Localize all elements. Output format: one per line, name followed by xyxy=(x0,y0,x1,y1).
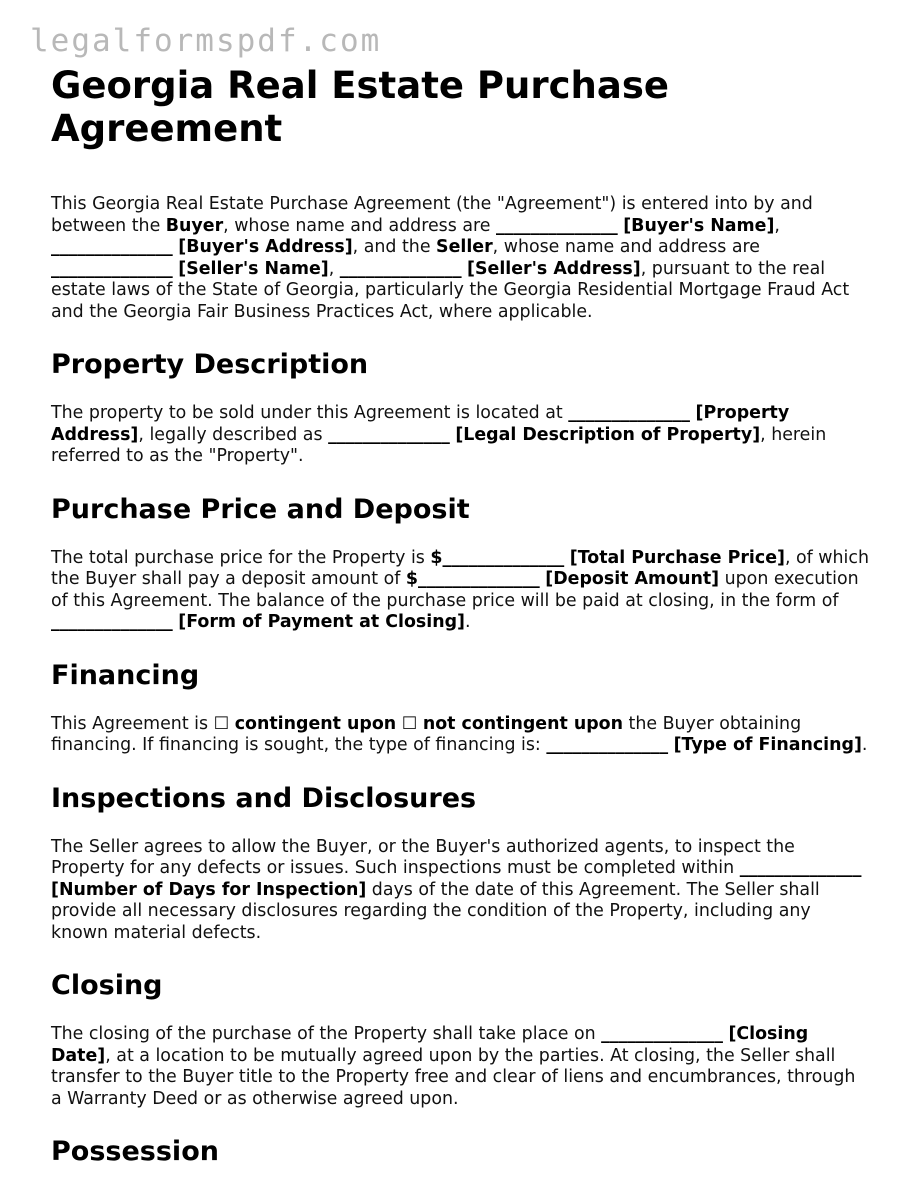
blank-line: ______________ xyxy=(495,215,618,236)
section-heading-price: Purchase Price and Deposit xyxy=(51,493,470,525)
checkbox-icon[interactable]: ☐ xyxy=(213,713,230,734)
intro-paragraph: This Georgia Real Estate Purchase Agreement (the "Agreement") is entered into by and between the Buyer, whose name and address are ______________ [Buyer's Name], ______________ [Buyer's Address], and the Seller, whose name and address are ______________ [Seller's Name], ______________ [Seller's Address], pursuant to the real estate laws of the State of Georgia, particularly the Georgia Residential Mortgage Fraud Act and the Georgia Fair Business Practices Act, where applicable. xyxy=(51,194,850,322)
legal-description-field: [Legal Description of Property] xyxy=(455,424,761,445)
blank-line: ______________ xyxy=(442,547,565,568)
seller-term: Seller xyxy=(436,237,493,257)
closing-paragraph: The closing of the purchase of the Property shall take place on ______________ [Closing Date], at a location to be mutually agreed upon by the parties. At closing, the Seller shall transfer to the Buyer title to the Property free and clear of liens and encumbrances, through a Warranty Deed or as otherwise agreed upon. xyxy=(51,1024,856,1109)
blank-line: ______________ xyxy=(601,1024,723,1044)
blank-line: ______________ xyxy=(51,258,173,279)
closing-date-field: [Closing Date] xyxy=(51,1024,809,1066)
watermark: legalformspdf.com xyxy=(30,23,382,59)
option-not-contingent: not contingent upon xyxy=(422,713,623,734)
financing-type-field: [Type of Financing] xyxy=(673,735,862,755)
property-address-field: [Property Address] xyxy=(51,403,790,445)
blank-line: ______________ xyxy=(328,424,450,445)
section-heading-closing: Closing xyxy=(51,970,163,1001)
dollar-sign: $ xyxy=(405,569,419,589)
blank-line: ______________ xyxy=(339,258,462,279)
blank-line: ______________ xyxy=(568,403,690,423)
property-paragraph: The property to be sold under this Agreement is located at ______________ [Property Address], legally described as ______________ [Legal Description of Property], herein referred to as the "Property". xyxy=(51,403,827,466)
buyer-term: Buyer xyxy=(165,215,224,236)
blank-line: ______________ xyxy=(739,858,862,878)
total-price-field: [Total Purchase Price] xyxy=(569,547,785,568)
seller-name-field: [Seller's Name] xyxy=(178,258,329,279)
blank-line: ______________ xyxy=(51,237,173,257)
checkbox-icon[interactable]: ☐ xyxy=(401,713,418,734)
document xyxy=(51,64,871,1190)
blank-line: ______________ xyxy=(51,612,173,632)
buyer-name-field: [Buyer's Name] xyxy=(623,215,775,236)
section-heading-property: Property Description xyxy=(51,349,369,380)
blank-line: ______________ xyxy=(418,569,540,589)
section-heading-financing: Financing xyxy=(51,659,200,691)
inspections-paragraph: The Seller agrees to allow the Buyer, or the Buyer's authorized agents, to inspect the Property for any defects or issues. Such inspections must be completed within ______________ [Number of Days for Inspection] days of the date of this Agreement. The Seller shall provide all necessary disclosures regarding the condition of the Property, including any known material defects. xyxy=(51,836,862,943)
section-heading-inspections: Inspections and Disclosures xyxy=(51,782,477,814)
option-contingent: contingent upon xyxy=(234,713,397,734)
buyer-address-field: [Buyer's Address] xyxy=(178,237,353,257)
price-paragraph: The total purchase price for the Property is $______________ [Total Purchase Price], of which the Buyer shall pay a deposit amount of $______________ [Deposit Amount] upon execution of this Agreement. The balance of the purchase price will be paid at closing, in the form of ______________ [Form of Payment at Closing]. xyxy=(51,547,869,632)
dollar-sign: $ xyxy=(430,547,443,568)
financing-paragraph: This Agreement is ☐ contingent upon ☐ not contingent upon the Buyer obtaining financing. If financing is sought, the type of financing is: ______________ [Type of Financing]. xyxy=(51,713,868,755)
seller-address-field: [Seller's Address] xyxy=(467,258,641,279)
payment-form-field: [Form of Payment at Closing] xyxy=(178,612,465,632)
document-title: Georgia Real Estate Purchase Agreement xyxy=(51,64,669,150)
section-heading-possession: Possession xyxy=(51,1136,219,1167)
deposit-amount-field: [Deposit Amount] xyxy=(545,569,720,589)
inspection-days-field: [Number of Days for Inspection] xyxy=(51,879,367,900)
blank-line: ______________ xyxy=(546,735,669,755)
